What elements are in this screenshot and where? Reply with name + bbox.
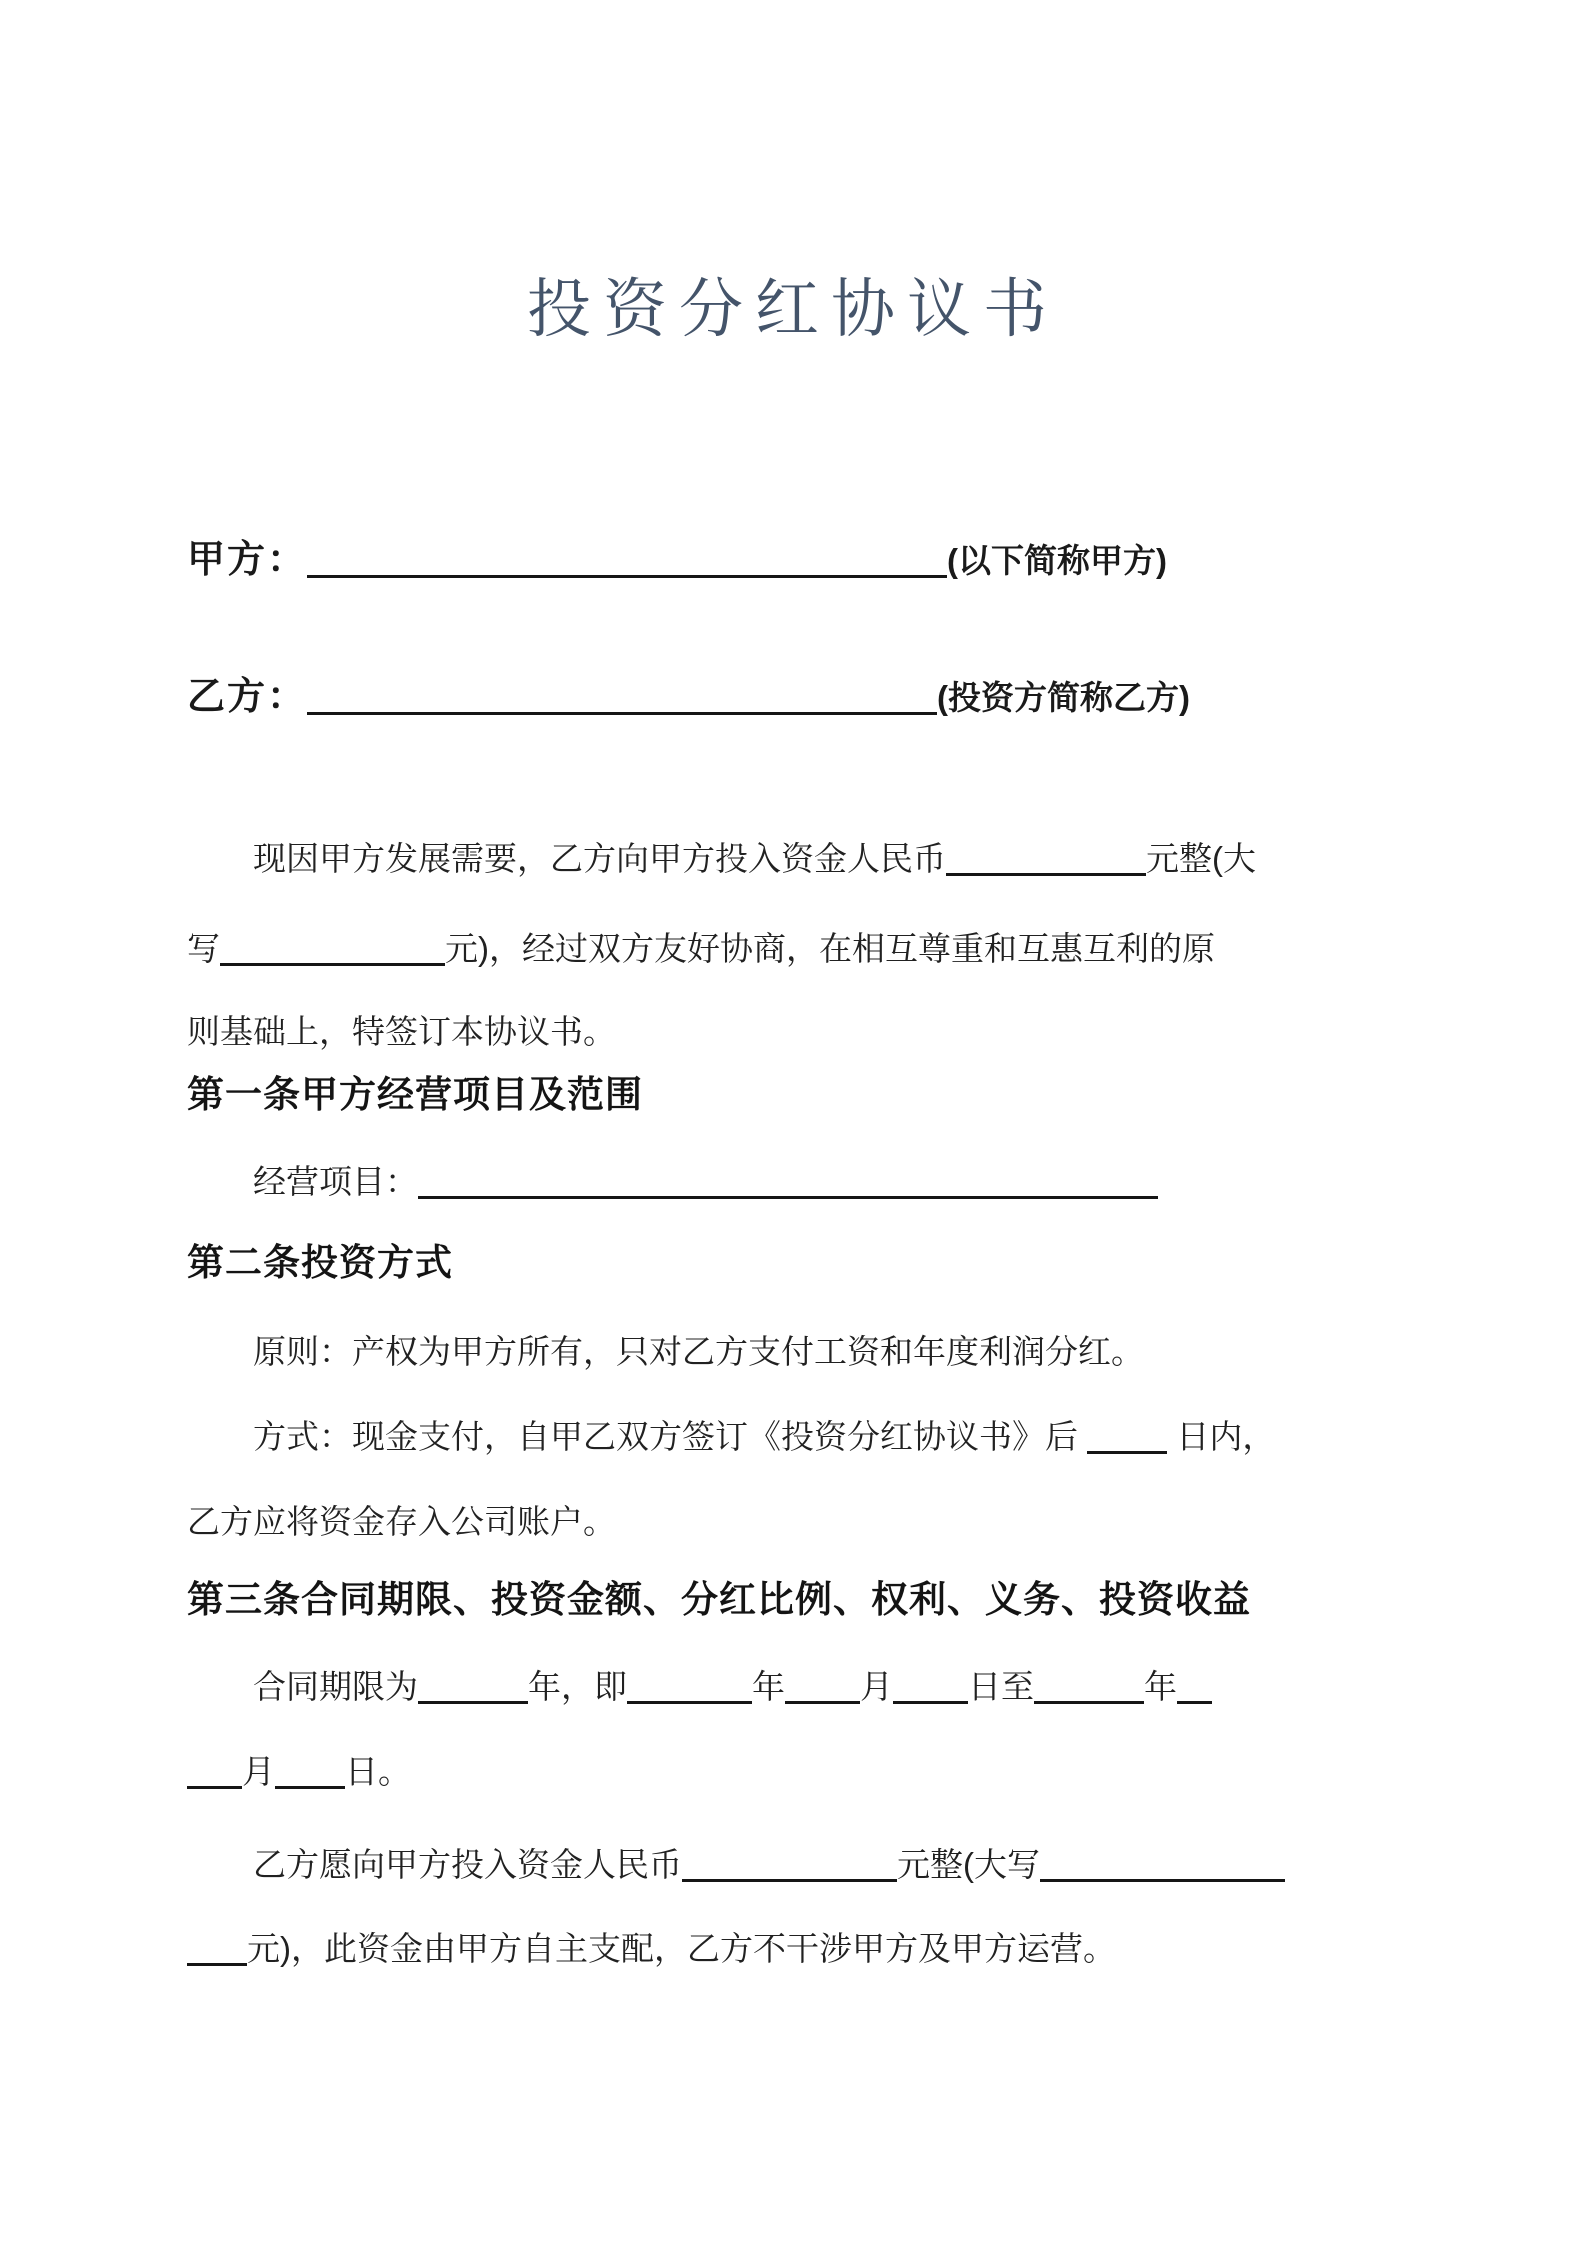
fill-blank[interactable]	[418, 1186, 1158, 1199]
principle-line	[187, 1307, 1376, 1397]
text-run: 现因甲方发展需要，乙方向甲方投入资金人民币	[253, 840, 946, 877]
fill-blank[interactable]	[187, 1953, 247, 1966]
fill-blank[interactable]	[187, 1776, 242, 1789]
party-suffix: (以下简称甲方)	[947, 542, 1167, 579]
text-run: 乙方应将资金存入公司账户。	[187, 1503, 616, 1540]
term-line-2	[187, 1727, 1310, 1817]
text-run: 日至	[968, 1668, 1034, 1705]
text-run: 月	[860, 1668, 893, 1705]
fill-blank[interactable]	[1040, 1869, 1285, 1882]
text-run: 乙方愿向甲方投入资金人民币	[253, 1846, 682, 1883]
fill-blank[interactable]	[220, 953, 445, 966]
text-run: 年	[752, 1668, 785, 1705]
text-run: 元整(大	[1146, 840, 1256, 877]
document-title: 投资分红协议书	[527, 273, 1059, 347]
text-run: 方式：现金支付，自甲乙双方签订《投资分红协议书》后	[253, 1418, 1088, 1455]
fill-blank[interactable]	[275, 1776, 345, 1789]
section-2-heading	[187, 1218, 1310, 1308]
intro-line-1	[187, 814, 1376, 904]
text-run: 则基础上，特签订本协议书。	[187, 1013, 616, 1050]
fill-blank[interactable]	[682, 1869, 897, 1882]
text-run: 元)，此资金由甲方自主支配，乙方不干涉甲方及甲方运营。	[247, 1930, 1116, 1967]
fill-blank[interactable]	[307, 702, 937, 715]
text-run: 年	[1144, 1668, 1177, 1705]
fill-blank[interactable]	[627, 1691, 752, 1704]
text-run: 第一条甲方经营项目及范围	[187, 1074, 643, 1115]
text-run: 合同期限为	[253, 1668, 418, 1705]
text-run: 月	[242, 1753, 275, 1790]
section-3-heading	[187, 1555, 1310, 1645]
fill-blank[interactable]	[893, 1691, 968, 1704]
text-run: 元)，经过双方友好协商，在相互尊重和互惠互利的原	[445, 930, 1215, 967]
text-run: 元整(大写	[897, 1846, 1040, 1883]
party-b-line	[187, 652, 1310, 742]
party-suffix: (投资方简称乙方)	[937, 679, 1190, 716]
fill-blank[interactable]	[307, 565, 947, 578]
text-run: 日内，	[1167, 1418, 1276, 1455]
party-label: 甲方：	[187, 539, 308, 581]
party-label: 乙方：	[187, 676, 308, 718]
fill-blank[interactable]	[1034, 1691, 1144, 1704]
text-run: 日。	[345, 1753, 411, 1790]
investment-line-1	[187, 1820, 1376, 1910]
text-run: 第二条投资方式	[187, 1242, 453, 1283]
investment-line-2	[187, 1904, 1310, 1994]
text-run: 经营项目：	[253, 1163, 418, 1200]
text-run: 原则：产权为甲方所有，只对乙方支付工资和年度利润分红。	[253, 1333, 1144, 1370]
method-line	[187, 1392, 1376, 1482]
section-1-heading	[187, 1050, 1310, 1140]
text-run: 年，即	[528, 1668, 627, 1705]
intro-line-2	[187, 904, 1310, 994]
text-run: 写	[187, 930, 220, 967]
fill-blank[interactable]	[418, 1691, 528, 1704]
method-line-2	[187, 1477, 1310, 1567]
fill-blank[interactable]	[1087, 1441, 1167, 1454]
party-a-line	[187, 515, 1310, 605]
fill-blank[interactable]	[785, 1691, 860, 1704]
business-project-line	[187, 1137, 1376, 1227]
term-line-1	[187, 1642, 1376, 1732]
fill-blank[interactable]	[946, 863, 1146, 876]
text-run: 第三条合同期限、投资金额、分红比例、权利、义务、投资收益	[187, 1579, 1251, 1620]
fill-blank[interactable]	[1177, 1691, 1212, 1704]
